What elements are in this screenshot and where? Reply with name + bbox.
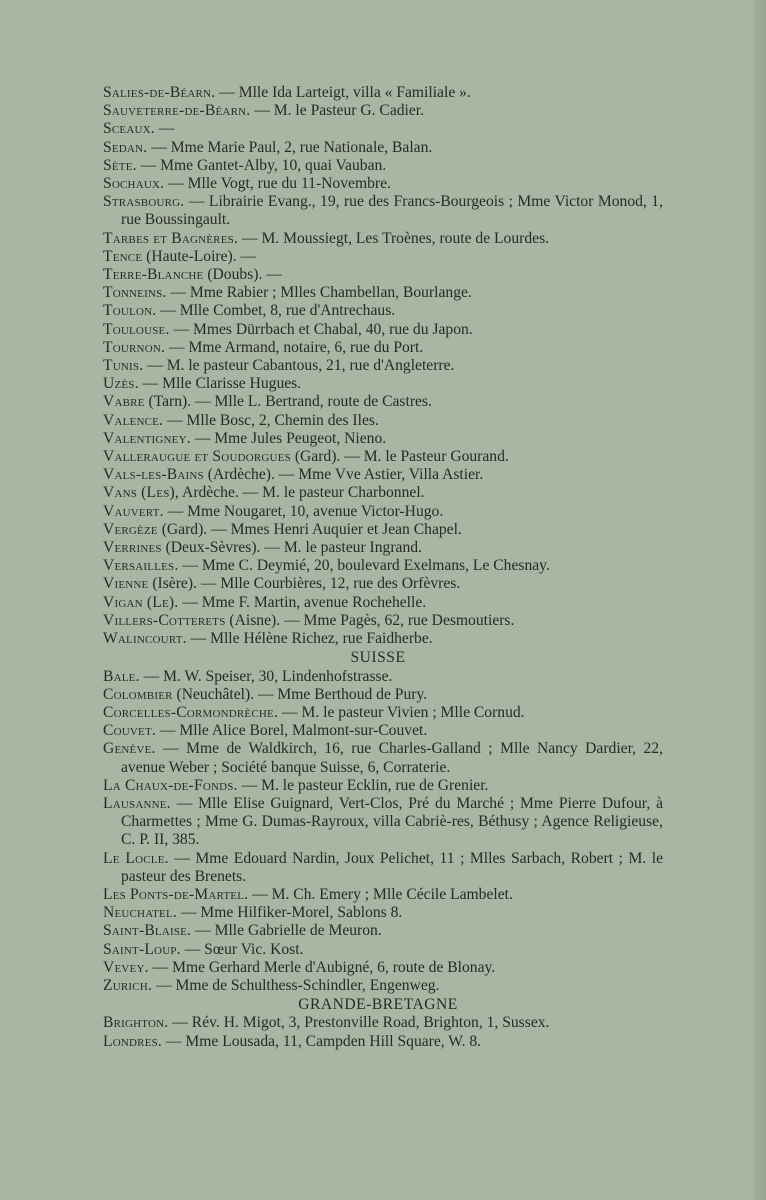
entry-contact: (Tarn). — Mlle L. Bertrand, route de Castres. <box>144 393 432 411</box>
entry-contact: — M. W. Speiser, 30, Lindenhofstrasse. <box>139 667 393 685</box>
directory-entry <box>103 139 663 157</box>
entry-contact: — Mme Hilfiker-Morel, Sablons 8. <box>177 904 403 922</box>
section-heading: SUISSE <box>350 649 406 667</box>
entry-contact: (Haute-Loire). — <box>142 247 257 265</box>
entry-contact: — M. le pasteur Cabantous, 21, rue d'Angleterre. <box>143 357 455 375</box>
directory-entry <box>103 704 663 722</box>
entry-contact: (Deux-Sèvres). — M. le pasteur Ingrand. <box>161 539 422 557</box>
entry-place: Tunis. <box>103 357 144 375</box>
directory-entry <box>103 120 663 138</box>
entry-place: Vans (Les), <box>103 484 180 502</box>
entry-place: Tournon. <box>103 338 166 356</box>
entry-place: Tonneins. <box>103 284 167 302</box>
entry-place: Colombier <box>103 685 173 703</box>
directory-listing <box>103 84 663 1051</box>
entry-place: Uzès. <box>103 375 139 393</box>
section-heading: GRANDE-BRETAGNE <box>298 996 458 1014</box>
entry-place: Strasbourg. <box>103 193 185 211</box>
directory-entry <box>103 266 663 284</box>
entry-place: Vabre <box>103 393 145 411</box>
entry-contact: — Librairie Evang., 19, rue des Francs-Bourgeois ; Mme Victor Monod, 1, rue Boussingault. <box>121 193 663 229</box>
entry-place: Londres. <box>103 1032 163 1050</box>
entry-contact: — Mlle Vogt, rue du 11-Novembre. <box>164 175 391 193</box>
entry-contact: — Mlle Clarisse Hugues. <box>138 375 302 393</box>
directory-entry <box>103 795 663 850</box>
directory-entry <box>103 557 663 575</box>
entry-contact: — Mme de Waldkirch, 16, rue Charles-Galland ; Mlle Nancy Dardier, 22, avenue Weber ; Société banque Suisse, 6, Corraterie. <box>121 740 663 776</box>
entry-contact: — M. le pasteur Vivien ; Mlle Cornud. <box>278 703 525 721</box>
entry-contact: — Mlle Gabrielle de Meuron. <box>191 922 382 940</box>
entry-contact: — M. Ch. Emery ; Mlle Cécile Lambelet. <box>248 885 513 903</box>
directory-entry <box>103 157 663 175</box>
directory-entry <box>103 102 663 120</box>
directory-entry <box>103 959 663 977</box>
entry-contact: (Ardèche). — Mme Vve Astier, Villa Astier. <box>203 466 484 484</box>
directory-entry <box>103 904 663 922</box>
entry-contact: (Neuchâtel). — Mme Berthoud de Pury. <box>172 685 428 703</box>
entry-place: Couvet. <box>103 722 156 740</box>
entry-contact: — Mlle Elise Guignard, Vert-Clos, Pré du Marché ; Mme Pierre Dufour, à Charmettes ; Mme G. Dumas-Rayroux, villa Cabriè-res, Béthusy ; Agence Religieuse, C. P. II, 385. <box>121 794 663 849</box>
directory-entry <box>103 575 663 593</box>
entry-contact: — Mme Jules Peugeot, Nieno. <box>190 429 387 447</box>
entry-place: Vienne <box>103 575 149 593</box>
directory-entry <box>103 612 663 630</box>
entry-place: Lausanne. <box>103 794 171 812</box>
entry-contact: — Mlle Alice Borel, Malmont-sur-Couvet. <box>155 722 428 740</box>
directory-entry <box>103 339 663 357</box>
directory-entry <box>103 630 663 648</box>
entry-place: Neuchatel. <box>103 904 177 922</box>
directory-entry <box>103 484 663 502</box>
entry-place: Valence. <box>103 411 164 429</box>
entry-contact: — Mme Gantet-Alby, 10, quai Vauban. <box>136 156 387 174</box>
directory-entry <box>103 430 663 448</box>
entry-contact: — Mme Rabier ; Mlles Chambellan, Bourlange. <box>166 284 472 302</box>
entry-contact: (Isère). — Mlle Courbières, 12, rue des Orfèvres. <box>148 575 461 593</box>
entry-place: Vergèze <box>103 520 158 538</box>
entry-place: Vauvert. <box>103 502 164 520</box>
entry-place: Sedan. <box>103 138 148 156</box>
directory-entry <box>103 521 663 539</box>
entry-contact: — M. Moussiegt, Les Troènes, route de Lourdes. <box>238 229 550 247</box>
entry-contact: (Gard). — M. le Pasteur Gourand. <box>290 448 509 466</box>
directory-entry <box>103 850 663 886</box>
entry-contact: — Mme Marie Paul, 2, rue Nationale, Balan. <box>147 138 433 156</box>
directory-entry <box>103 686 663 704</box>
entry-place: Saint-Blaise. <box>103 922 192 940</box>
entry-place: Les Ponts-de-Martel. <box>103 885 249 903</box>
entry-place: Tarbes et Bagnères. <box>103 229 239 247</box>
entry-place: Sauveterre-de-Béarn. <box>103 102 251 120</box>
directory-entry <box>103 230 663 248</box>
entry-contact: — Mme C. Deymié, 20, boulevard Exelmans, Le Chesnay. <box>178 557 550 575</box>
entry-place: Toulouse. <box>103 320 170 338</box>
entry-contact: — M. le pasteur Ecklin, rue de Grenier. <box>237 776 489 794</box>
directory-entry <box>103 594 663 612</box>
entry-contact: — Rév. H. Migot, 3, Prestonville Road, Brighton, 1, Sussex. <box>168 1014 550 1032</box>
entry-place: Vevey. <box>103 958 149 976</box>
entry-contact: — Mlle Combet, 8, rue d'Antrechaus. <box>156 302 396 320</box>
entry-contact: — Mme de Schulthess-Schindler, Engenweg. <box>152 976 440 994</box>
entry-contact: (Aisne). — Mme Pagès, 62, rue Desmoutiers. <box>225 611 515 629</box>
directory-entry <box>103 466 663 484</box>
entry-place: Valentigney. <box>103 429 191 447</box>
directory-entry <box>103 722 663 740</box>
entry-contact: — Mlle Bosc, 2, Chemin des Iles. <box>163 411 379 429</box>
entry-place: Sète. <box>103 156 137 174</box>
directory-entry <box>103 302 663 320</box>
directory-entry <box>103 393 663 411</box>
entry-place: Bale. <box>103 667 140 685</box>
directory-entry <box>103 503 663 521</box>
directory-entry <box>103 668 663 686</box>
entry-contact: — Mlle Ida Larteigt, villa « Familiale ». <box>215 84 471 101</box>
directory-entry <box>103 84 663 102</box>
entry-place: Terre-Blanche <box>103 266 204 284</box>
entry-place: Toulon. <box>103 302 157 320</box>
directory-entry <box>103 1014 663 1032</box>
entry-contact: — Mmes Dürrbach et Chabal, 40, rue du Japon. <box>169 320 473 338</box>
entry-place: Walincourt. <box>103 630 187 648</box>
entry-contact: (Gard). — Mmes Henri Auquier et Jean Chapel. <box>157 520 462 538</box>
entry-place: Le Locle. <box>103 849 169 867</box>
directory-entry <box>103 357 663 375</box>
directory-entry <box>103 977 663 995</box>
directory-entry <box>103 375 663 393</box>
directory-entry <box>103 539 663 557</box>
directory-entry <box>103 740 663 776</box>
entry-place: Verrines <box>103 539 162 557</box>
entry-place: La Chaux-de-Fonds. <box>103 776 238 794</box>
entry-place: Villers-Cotterets <box>103 611 226 629</box>
entry-contact: Ardèche. — M. le pasteur Charbonnel. <box>179 484 425 502</box>
directory-entry <box>103 284 663 302</box>
directory-entry <box>103 248 663 266</box>
entry-contact: — Mme Edouard Nardin, Joux Pelichet, 11 ; Mlles Sarbach, Robert ; M. le pasteur des Brenets. <box>121 849 663 885</box>
directory-entry <box>103 448 663 466</box>
entry-place: Genève. <box>103 740 156 758</box>
entry-place: Vals-les-Bains <box>103 466 204 484</box>
entry-place: Zurich. <box>103 976 153 994</box>
directory-entry <box>103 886 663 904</box>
entry-place: Versailles. <box>103 557 179 575</box>
entry-place: Sochaux. <box>103 175 165 193</box>
directory-entry <box>103 412 663 430</box>
entry-place: Valleraugue et Soudorgues <box>103 448 291 466</box>
page-edge <box>754 0 766 1200</box>
entry-contact: — Mme Armand, notaire, 6, rue du Port. <box>165 338 424 356</box>
directory-entry <box>103 175 663 193</box>
entry-place: Tence <box>103 247 143 265</box>
directory-entry <box>103 777 663 795</box>
entry-place: Brighton. <box>103 1014 169 1032</box>
entry-contact: — Mme Lousada, 11, Campden Hill Square, W. 8. <box>162 1032 482 1050</box>
entry-contact: — Mme Gerhard Merle d'Aubigné, 6, route de Blonay. <box>148 958 496 976</box>
directory-entry <box>103 321 663 339</box>
entry-contact: — M. le Pasteur G. Cadier. <box>250 102 425 120</box>
entry-contact: — Mme Nougaret, 10, avenue Victor-Hugo. <box>163 502 444 520</box>
entry-contact: — <box>154 120 175 138</box>
entry-contact: — Mme F. Martin, avenue Rochehelle. <box>178 593 427 611</box>
directory-entry <box>103 1033 663 1051</box>
directory-entry <box>103 922 663 940</box>
directory-entry <box>103 193 663 229</box>
entry-place: Vigan (Le). <box>103 593 179 611</box>
entry-contact: — Mlle Hélène Richez, rue Faidherbe. <box>186 630 433 648</box>
entry-place: Corcelles-Cormondrèche. <box>103 703 279 721</box>
entry-contact: — Sœur Vic. Kost. <box>180 940 304 958</box>
entry-place: Salies-de-Béarn. <box>103 84 216 101</box>
entry-place: Saint-Loup. <box>103 940 181 958</box>
entry-place: Sceaux. <box>103 120 155 138</box>
directory-entry <box>103 941 663 959</box>
entry-contact: (Doubs). — <box>203 266 282 284</box>
